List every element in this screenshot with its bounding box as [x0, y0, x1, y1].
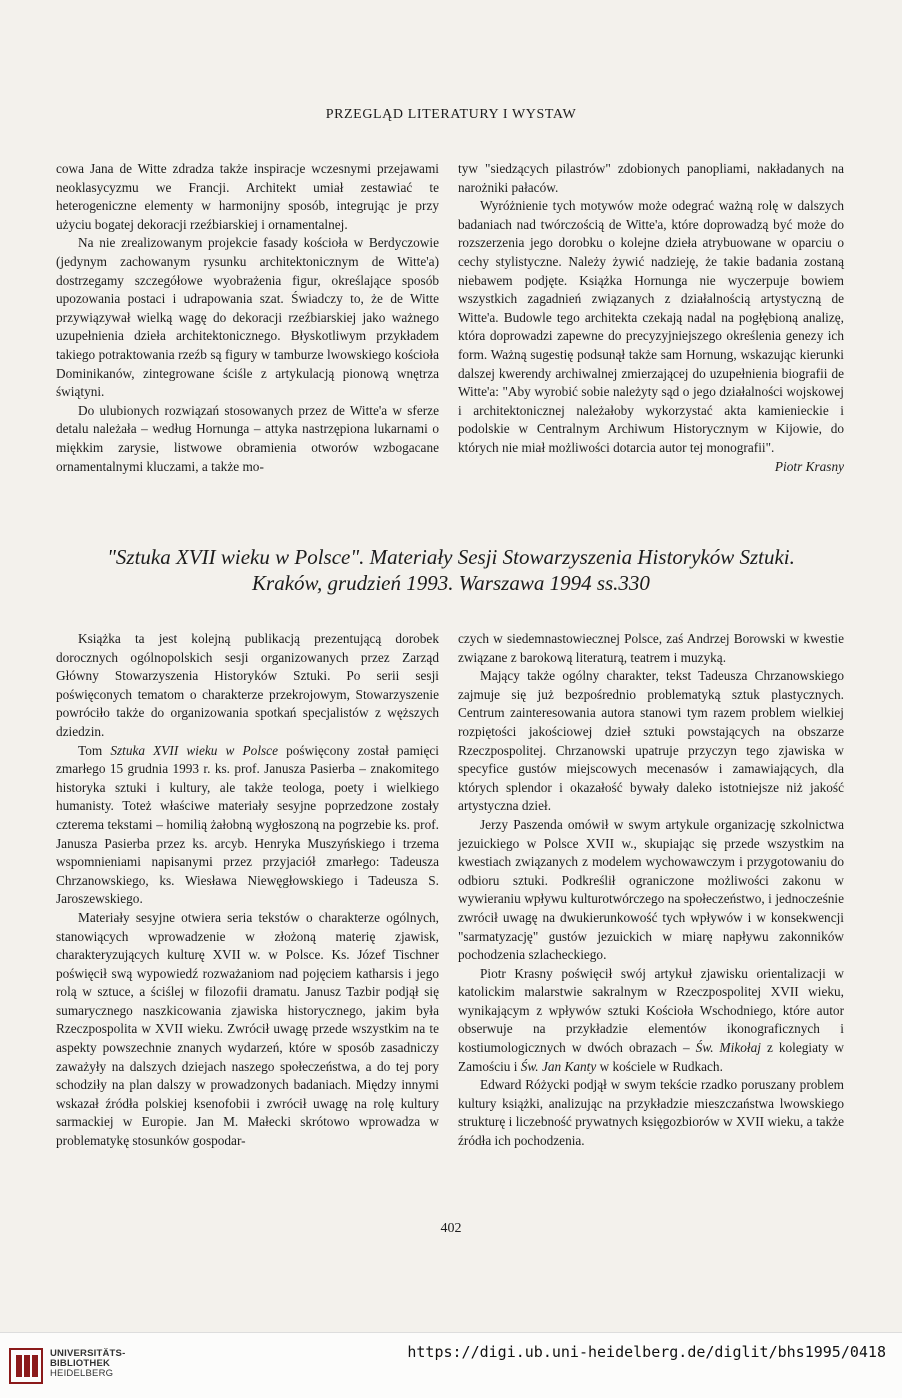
- library-name-line1: UNIVERSITÄTS-: [50, 1348, 126, 1359]
- left-column-bottom: [56, 630, 439, 1151]
- right-column-top: [458, 160, 844, 476]
- library-name: [50, 1349, 125, 1379]
- paragraph: tyw "siedzących pilastrów" zdobionych panopliami, nakładanych na narożniki pałaców.: [458, 161, 844, 195]
- review-title-line2: Kraków, grudzień 1993. Warszawa 1994 ss.330: [252, 571, 650, 595]
- left-column-top: [56, 160, 439, 476]
- paragraph: Książka ta jest kolejną publikacją prezentującą dorobek dorocznych ogólnopolskich sesji organizowanych przez Zarząd Główny Stowarzyszenia Historyków Sztuki. Po serii sesji poświęconych tematom o charakterze przekrojowym, Stowarzyszenie powróciło także do organizowania spotkań specjalistów z węższych dziedzin.: [56, 631, 439, 739]
- right-column-bottom: [458, 630, 844, 1151]
- paragraph: Wyróżnienie tych motywów może odegrać ważną rolę w dalszych badaniach nad twórczością de Witte'a, które doprowadzą być może do rozszerzenia jego dorobku o kolejne dzieła atrybuowane w oparciu o cechy stylistyczne. Należy żywić nadzieję, że takie badania zostaną niebawem podjęte. Książka Hornunga nie wyczerpuje bowiem wszystkich zagadnień związanych z działalnością artystyczną de Witte'a. Budowle tego architekta czekają nadal na pogłębioną analizę, która doprowadzi zapewne do precyzyjniejszego określenia genezy ich form. Ważną sugestię podsunął także sam Hornung, wskazując kierunki dalszej kwerendy archiwalnej zmierzającej do uzupełnienia biografii de Witte'a: "Aby wyrobić sobie należyty sąd o jego działalności wojskowej i architektonicznej należałoby wykorzystać akta kamienieckie i podolskie w Centralnym Archiwum Historycznym w Kijowie, do których nie miał możliwości dotarcia autor tej monografii".: [458, 198, 844, 455]
- text-run: z kolegiaty w Zamościu i: [458, 1040, 844, 1074]
- review-title-line1: "Sztuka XVII wieku w Polsce". Materiały Sesji Stowarzyszenia Historyków Sztuki.: [107, 545, 795, 569]
- library-name-line2: BIBLIOTHEK: [50, 1358, 111, 1369]
- running-header: PRZEGLĄD LITERATURY I WYSTAW: [325, 107, 577, 122]
- paragraph: cowa Jana de Witte zdradza także inspiracje wczesnymi przejawami neoklasycyzmu we Francji. Architekt umiał zestawiać te heterogeniczne elementy w harmonijny sposób, integrując je przy użyciu bogatej dekoracji rzeźbiarskiej i ornamentalnej.: [56, 161, 439, 232]
- page-number: 402: [440, 1221, 462, 1236]
- text-run: w kościele w Rudkach.: [596, 1058, 723, 1074]
- paragraph: Mający także ogólny charakter, tekst Tadeusza Chrzanowskiego zajmuje się już bezpośrednio problematyką sztuk plastycznych. Centrum zainteresowania autora stanowi tym razem problem wielkiej rozpiętości jakościowej dzieł sztuki powstających na obszarze Rzeczpospolitej. Chrzanowski upatruje przyczyn tego zjawiska w specyfice gustów miejscowych mecenasów i zamawiających, dla których splendor i okazałość bywały daleko istotniejsze niż jakość artystyczna dzieł.: [458, 668, 844, 814]
- viewer-footer: [0, 1332, 902, 1398]
- review-title: [60, 544, 842, 596]
- painting-title-italic: Św. Mikołaj: [695, 1040, 761, 1056]
- painting-title-italic: Św. Jan Kanty: [520, 1058, 597, 1074]
- paragraph: [56, 742, 439, 909]
- paragraph: Materiały sesyjne otwiera seria tekstów o charakterze ogólnych, stanowiących wprowadzenie w złożoną materię zjawisk, charakteryzujących kulturę XVII w. w Polsce. Ks. Józef Tischner poświęcił swą wypowiedź rozważaniom nad pojęciem katharsis i jego rolą w sztuce, a ściślej w filozofii dramatu. Janusz Tazbir podjął się sumarycznego naszkicowania zjawiska historycznego, jakim była Rzeczpospolita w XVII wieku. Zwrócił uwagę przede wszystkim na te aspekty powszechnie znanych wydarzeń, które w sposób zasadniczy zaważyły na dalszych dziejach naszego społeczeństwa, a do tej pory schodziły na plan dalszy w prowadzonych badaniach. Między innymi wskazał źródła polskiej ksenofobii i zwrócił uwagę na rolę kultury sarmackiej w Europie. Jan M. Małecki skrótowo wprowadza w problematykę stosunków gospodar-: [56, 909, 439, 1149]
- paragraph: Jerzy Paszenda omówił w swym artykule organizację szkolnictwa jezuickiego w Polsce XVII w., skupiając się przede wszystkim na kwestiach związanych z modelem wychowawczym i przygotowaniu do odbioru sztuki. Podkreślił ograniczone możliwości zakonu w wywieraniu wpływu kulturotwórczego na społeczeństwo, i jednocześnie zwrócił uwagę na dwukierunkowość tych wpływów i w konsekwencji "sarmatyzację" gustów jezuickich w miarę napływu zakonników pochodzenia szlacheckiego.: [458, 816, 844, 963]
- text-run: Piotr Krasny poświęcił swój artykuł zjawisku orientalizacji w katolickim malarstwie sakralnym w Rzeczpospolitej XVII wieku, wynikającym z wpływów sztuki Kościoła Wschodniego, które autor obserwuje na przykładzie elementów ikonograficznych i kostiumologicznych w dwóch obrazach –: [458, 965, 844, 1056]
- text-run: poświęcony został pamięci zmarłego 15 grudnia 1993 r. ks. prof. Janusza Pasierba – znakomitego historyka sztuki i kultury, ale także teologa, poety i wielkiego humanisty. Toteż właściwe materiały sesyjne poprzedzone zostały czterema tekstami – homilią żałobną wygłoszoną na pogrzebie ks. prof. Janusza Pasierba przez ks. arcyb. Henryka Muszyńskiego i trzema wspomnieniami napisanymi przez przyjaciół zmarłego: Tadeusza Chrzanowskiego, ks. Wiesława Niewęgłowskiego i Tadeusza S. Jaroszewskiego.: [56, 742, 440, 907]
- paragraph: [458, 965, 844, 1077]
- paragraph: Na nie zrealizowanym projekcie fasady kościoła w Berdyczowie (jedynym zachowanym rysunku architektonicznym de Witte'a) dostrzegamy szczegółowe wyobrażenia figur, określające sposób upozowania postaci i udrapowania szat. Świadczy to, że de Witte przywiązywał wielką wagę do dekoracji rzeźbiarskiej jako ważnego uzupełnienia dzieła architektonicznego. Błyskotliwym przykładem takiego potraktowania rzeźb są figury w tamburze lwowskiego kościoła Dominikanów, zintegrowane ściśle z artykulacją pionową wnętrza świątyni.: [56, 235, 439, 400]
- text-run: Tom: [78, 742, 111, 758]
- university-library-logo-icon: [8, 1345, 44, 1385]
- paragraph: Do ulubionych rozwiązań stosowanych przez de Witte'a w sferze detalu należała – według Hornunga – attyka nastrzępiona lukarnami o miękkim zarysie, listwowe obramienia otworów wzbogacane ornamentalnymi kluczami, a także mo-: [56, 402, 439, 474]
- paragraph: Edward Różycki podjął w swym tekście rzadko poruszany problem kultury książki, analizując na przykładzie mieszczaństwa lwowskiego strukturę i liczebność prywatnych księgozbiorów w XVII wieku, a także źródła ich pochodzenia.: [458, 1077, 844, 1149]
- permalink-url[interactable]: https://digi.ub.uni-heidelberg.de/diglit/bhs1995/0418: [407, 1343, 886, 1361]
- paragraph: czych w siedemnastowiecznej Polsce, zaś Andrzej Borowski w kwestie związane z barokową literaturą, teatrem i muzyką.: [458, 631, 844, 665]
- book-title-italic: Sztuka XVII wieku w Polsce: [110, 742, 278, 758]
- library-name-line3: HEIDELBERG: [50, 1368, 114, 1379]
- author-signature: Piotr Krasny: [774, 458, 844, 474]
